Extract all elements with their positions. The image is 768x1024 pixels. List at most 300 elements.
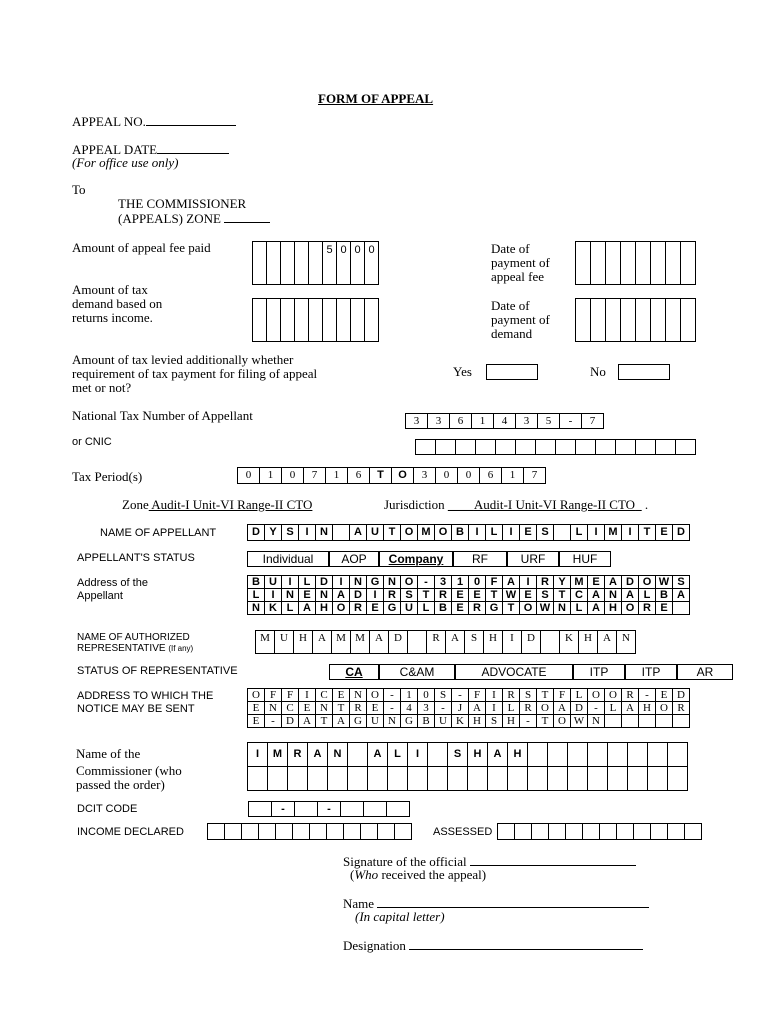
- address-cell[interactable]: T: [418, 589, 435, 602]
- dcit-code-cell[interactable]: [364, 802, 387, 817]
- notice-address-cell[interactable]: R: [350, 702, 367, 715]
- appellant-name-cell[interactable]: E: [520, 525, 537, 541]
- tax-period-cell[interactable]: 6: [348, 468, 370, 484]
- commissioner-name-cell[interactable]: I: [248, 743, 268, 767]
- date-demand-cell[interactable]: [651, 299, 666, 342]
- notice-address-cell[interactable]: E: [299, 702, 316, 715]
- fee-digit-cell[interactable]: [295, 242, 309, 285]
- address-cell[interactable]: N: [248, 602, 265, 615]
- notice-address-cell[interactable]: -: [435, 702, 452, 715]
- date-fee-cell[interactable]: [651, 242, 666, 285]
- appellant-status-option[interactable]: Individual: [247, 551, 329, 567]
- address-cell[interactable]: A: [333, 589, 350, 602]
- address-cell[interactable]: L: [639, 589, 656, 602]
- address-cell[interactable]: A: [299, 602, 316, 615]
- date-fee-cell[interactable]: [591, 242, 606, 285]
- notice-address-cell[interactable]: R: [622, 689, 639, 702]
- date-fee-cell[interactable]: [666, 242, 681, 285]
- address-cell[interactable]: 0: [469, 576, 486, 589]
- address-cell[interactable]: L: [571, 602, 588, 615]
- notice-address-cell[interactable]: A: [469, 702, 486, 715]
- assessed-cell[interactable]: [515, 824, 532, 840]
- commissioner-name-grid[interactable]: [247, 742, 688, 791]
- address-cell[interactable]: G: [486, 602, 503, 615]
- fee-digit-cell[interactable]: [267, 242, 281, 285]
- address-cell[interactable]: N: [554, 602, 571, 615]
- tax-demand-cell[interactable]: [365, 299, 379, 342]
- commissioner-name-cell[interactable]: [448, 767, 468, 791]
- notice-address-cell[interactable]: 3: [418, 702, 435, 715]
- notice-address-cell[interactable]: O: [367, 689, 384, 702]
- notice-address-cell[interactable]: 1: [401, 689, 418, 702]
- commissioner-name-cell[interactable]: H: [508, 743, 528, 767]
- assessed-cell[interactable]: [668, 824, 685, 840]
- address-cell[interactable]: E: [656, 602, 673, 615]
- income-declared-cell[interactable]: [395, 824, 412, 840]
- address-cell[interactable]: A: [588, 602, 605, 615]
- commissioner-name-cell[interactable]: A: [308, 743, 328, 767]
- notice-address-cell[interactable]: D: [571, 702, 588, 715]
- commissioner-name-cell[interactable]: [568, 743, 588, 767]
- notice-address-cell[interactable]: C: [282, 702, 299, 715]
- commissioner-name-cell[interactable]: [568, 767, 588, 791]
- appellant-name-cell[interactable]: D: [673, 525, 690, 541]
- tax-period-grid[interactable]: [237, 467, 546, 484]
- notice-address-cell[interactable]: R: [503, 689, 520, 702]
- tax-demand-cell[interactable]: [309, 299, 323, 342]
- address-cell[interactable]: T: [503, 602, 520, 615]
- assessed-cell[interactable]: [685, 824, 702, 840]
- notice-address-cell[interactable]: O: [588, 689, 605, 702]
- tax-demand-grid[interactable]: [252, 298, 379, 342]
- tax-demand-cell[interactable]: [267, 299, 281, 342]
- notice-address-cell[interactable]: H: [469, 715, 486, 728]
- appellant-name-cell[interactable]: T: [639, 525, 656, 541]
- notice-address-cell[interactable]: O: [554, 715, 571, 728]
- notice-address-cell[interactable]: [622, 715, 639, 728]
- commissioner-name-cell[interactable]: [288, 767, 308, 791]
- tax-demand-cell[interactable]: [351, 299, 365, 342]
- cnic-digit-cell[interactable]: [656, 440, 676, 455]
- cnic-digit-cell[interactable]: [596, 440, 616, 455]
- fee-digit-cell[interactable]: [253, 242, 267, 285]
- address-cell[interactable]: A: [588, 589, 605, 602]
- notice-address-cell[interactable]: A: [622, 702, 639, 715]
- notice-address-cell[interactable]: S: [486, 715, 503, 728]
- appellant-name-cell[interactable]: L: [571, 525, 588, 541]
- appellant-name-cell[interactable]: O: [435, 525, 452, 541]
- address-cell[interactable]: 1: [452, 576, 469, 589]
- rep-name-cell[interactable]: H: [484, 631, 503, 654]
- appellant-status-option[interactable]: Company: [379, 551, 453, 567]
- address-cell[interactable]: A: [673, 589, 690, 602]
- tax-demand-cell[interactable]: [337, 299, 351, 342]
- notice-address-cell[interactable]: -: [520, 715, 537, 728]
- appellant-name-cell[interactable]: I: [588, 525, 605, 541]
- notice-address-cell[interactable]: -: [384, 702, 401, 715]
- notice-address-cell[interactable]: C: [316, 689, 333, 702]
- address-cell[interactable]: T: [486, 589, 503, 602]
- notice-address-cell[interactable]: 4: [401, 702, 418, 715]
- cnic-digit-cell[interactable]: [636, 440, 656, 455]
- notice-address-cell[interactable]: R: [673, 702, 690, 715]
- date-demand-cell[interactable]: [636, 299, 651, 342]
- commissioner-name-cell[interactable]: [508, 767, 528, 791]
- commissioner-name-cell[interactable]: N: [328, 743, 348, 767]
- commissioner-name-cell[interactable]: [468, 767, 488, 791]
- commissioner-name-cell[interactable]: I: [408, 743, 428, 767]
- cnic-digit-cell[interactable]: [516, 440, 536, 455]
- address-cell[interactable]: O: [333, 602, 350, 615]
- rep-name-cell[interactable]: [408, 631, 427, 654]
- notice-address-cell[interactable]: U: [367, 715, 384, 728]
- commissioner-name-cell[interactable]: [308, 767, 328, 791]
- tax-period-cell[interactable]: T: [370, 468, 392, 484]
- address-cell[interactable]: R: [350, 602, 367, 615]
- appellant-name-cell[interactable]: S: [537, 525, 554, 541]
- commissioner-name-cell[interactable]: [528, 767, 548, 791]
- cnic-digit-cell[interactable]: [576, 440, 596, 455]
- notice-address-cell[interactable]: -: [265, 715, 282, 728]
- address-cell[interactable]: B: [248, 576, 265, 589]
- address-cell[interactable]: W: [656, 576, 673, 589]
- ntn-digit-cell[interactable]: -: [560, 414, 582, 429]
- address-cell[interactable]: R: [435, 589, 452, 602]
- dcit-code-cell[interactable]: [295, 802, 318, 817]
- commissioner-name-cell[interactable]: [548, 767, 568, 791]
- tax-period-cell[interactable]: 3: [414, 468, 436, 484]
- appeal-no-field[interactable]: [146, 114, 236, 126]
- assessed-cell[interactable]: [600, 824, 617, 840]
- ntn-digit-cell[interactable]: 1: [472, 414, 494, 429]
- address-cell[interactable]: N: [350, 576, 367, 589]
- ntn-digit-cell[interactable]: 4: [494, 414, 516, 429]
- address-cell[interactable]: R: [537, 576, 554, 589]
- commissioner-name-cell[interactable]: H: [468, 743, 488, 767]
- ntn-digit-cell[interactable]: 3: [428, 414, 450, 429]
- notice-address-cell[interactable]: -: [452, 689, 469, 702]
- address-cell[interactable]: R: [384, 589, 401, 602]
- commissioner-name-cell[interactable]: [608, 743, 628, 767]
- address-cell[interactable]: U: [265, 576, 282, 589]
- address-cell[interactable]: K: [265, 602, 282, 615]
- dcit-code-cell[interactable]: -: [318, 802, 341, 817]
- address-cell[interactable]: E: [299, 589, 316, 602]
- cnic-digit-cell[interactable]: [456, 440, 476, 455]
- address-cell[interactable]: I: [333, 576, 350, 589]
- notice-address-cell[interactable]: I: [299, 689, 316, 702]
- date-fee-cell[interactable]: [681, 242, 696, 285]
- cnic-digit-cell[interactable]: [476, 440, 496, 455]
- tax-period-cell[interactable]: 0: [458, 468, 480, 484]
- notice-address-cell[interactable]: A: [554, 702, 571, 715]
- appellant-name-cell[interactable]: M: [418, 525, 435, 541]
- appellant-name-cell[interactable]: [333, 525, 350, 541]
- notice-address-cell[interactable]: A: [299, 715, 316, 728]
- notice-address-cell[interactable]: N: [384, 715, 401, 728]
- rep-name-cell[interactable]: H: [294, 631, 313, 654]
- rep-name-cell[interactable]: D: [522, 631, 541, 654]
- address-cell[interactable]: O: [401, 576, 418, 589]
- rep-status-option[interactable]: ITP: [625, 664, 677, 680]
- address-cell[interactable]: L: [299, 576, 316, 589]
- commissioner-name-cell[interactable]: R: [288, 743, 308, 767]
- notice-address-cell[interactable]: H: [503, 715, 520, 728]
- appellant-name-cell[interactable]: [554, 525, 571, 541]
- appellant-name-cell[interactable]: E: [656, 525, 673, 541]
- assessed-cell[interactable]: [651, 824, 668, 840]
- rep-name-cell[interactable]: S: [465, 631, 484, 654]
- tax-period-cell[interactable]: 7: [304, 468, 326, 484]
- appellant-name-cell[interactable]: M: [605, 525, 622, 541]
- dcit-grid[interactable]: [248, 801, 410, 817]
- notice-address-cell[interactable]: E: [656, 689, 673, 702]
- address-cell[interactable]: G: [384, 602, 401, 615]
- commissioner-name-cell[interactable]: [428, 743, 448, 767]
- assessed-cell[interactable]: [532, 824, 549, 840]
- income-declared-cell[interactable]: [327, 824, 344, 840]
- address-cell[interactable]: W: [537, 602, 554, 615]
- appellant-name-cell[interactable]: U: [367, 525, 384, 541]
- address-cell[interactable]: E: [452, 602, 469, 615]
- income-declared-cell[interactable]: [259, 824, 276, 840]
- fee-digit-cell[interactable]: [281, 242, 295, 285]
- commissioner-name-cell[interactable]: A: [368, 743, 388, 767]
- designation-field[interactable]: [409, 938, 643, 950]
- notice-address-cell[interactable]: I: [486, 689, 503, 702]
- address-cell[interactable]: 3: [435, 576, 452, 589]
- date-demand-cell[interactable]: [576, 299, 591, 342]
- ntn-digit-cell[interactable]: 7: [582, 414, 604, 429]
- notice-address-grid[interactable]: [247, 688, 690, 728]
- income-declared-cell[interactable]: [208, 824, 225, 840]
- rep-name-cell[interactable]: A: [313, 631, 332, 654]
- notice-address-cell[interactable]: T: [537, 715, 554, 728]
- notice-address-cell[interactable]: N: [588, 715, 605, 728]
- commissioner-name-cell[interactable]: [248, 767, 268, 791]
- appellant-status-option[interactable]: URF: [507, 551, 559, 567]
- commissioner-name-cell[interactable]: [588, 767, 608, 791]
- rep-name-cell[interactable]: I: [503, 631, 522, 654]
- assessed-cell[interactable]: [634, 824, 651, 840]
- assessed-cell[interactable]: [549, 824, 566, 840]
- rep-status-option[interactable]: ADVOCATE: [455, 664, 573, 680]
- appellant-name-cell[interactable]: I: [299, 525, 316, 541]
- appellant-name-cell[interactable]: O: [401, 525, 418, 541]
- address-cell[interactable]: R: [469, 602, 486, 615]
- rep-name-cell[interactable]: N: [617, 631, 636, 654]
- address-cell[interactable]: F: [486, 576, 503, 589]
- rep-name-cell[interactable]: M: [351, 631, 370, 654]
- notice-address-cell[interactable]: L: [571, 689, 588, 702]
- notice-address-cell[interactable]: S: [435, 689, 452, 702]
- address-cell[interactable]: A: [503, 576, 520, 589]
- notice-address-cell[interactable]: -: [639, 689, 656, 702]
- tax-demand-cell[interactable]: [253, 299, 267, 342]
- tax-period-cell[interactable]: 7: [524, 468, 546, 484]
- address-cell[interactable]: S: [673, 576, 690, 589]
- commissioner-name-cell[interactable]: [348, 767, 368, 791]
- notice-address-cell[interactable]: R: [520, 702, 537, 715]
- address-cell[interactable]: N: [316, 589, 333, 602]
- address-cell[interactable]: C: [571, 589, 588, 602]
- rep-name-cell[interactable]: A: [598, 631, 617, 654]
- tax-period-cell[interactable]: 0: [282, 468, 304, 484]
- fee-digit-cell[interactable]: 0: [337, 242, 351, 285]
- assessed-grid[interactable]: [497, 823, 702, 840]
- commissioner-name-cell[interactable]: [428, 767, 448, 791]
- commissioner-name-cell[interactable]: [328, 767, 348, 791]
- notice-address-cell[interactable]: O: [605, 689, 622, 702]
- address-cell[interactable]: E: [452, 589, 469, 602]
- address-cell[interactable]: T: [554, 589, 571, 602]
- zone-field[interactable]: [224, 211, 270, 223]
- fee-paid-grid[interactable]: [252, 241, 379, 285]
- notice-address-cell[interactable]: O: [248, 689, 265, 702]
- assessed-cell[interactable]: [566, 824, 583, 840]
- date-demand-cell[interactable]: [666, 299, 681, 342]
- fee-digit-cell[interactable]: 0: [365, 242, 379, 285]
- rep-name-cell[interactable]: H: [579, 631, 598, 654]
- notice-address-cell[interactable]: B: [418, 715, 435, 728]
- rep-status-option[interactable]: ITP: [573, 664, 625, 680]
- address-cell[interactable]: L: [418, 602, 435, 615]
- appellant-name-cell[interactable]: S: [282, 525, 299, 541]
- appellant-name-cell[interactable]: A: [350, 525, 367, 541]
- notice-address-cell[interactable]: S: [520, 689, 537, 702]
- address-cell[interactable]: R: [639, 602, 656, 615]
- appellant-name-cell[interactable]: I: [469, 525, 486, 541]
- address-cell[interactable]: U: [401, 602, 418, 615]
- notice-address-cell[interactable]: N: [316, 702, 333, 715]
- appellant-name-cell[interactable]: N: [316, 525, 333, 541]
- address-cell[interactable]: G: [367, 576, 384, 589]
- notice-address-cell[interactable]: J: [452, 702, 469, 715]
- address-cell[interactable]: A: [605, 576, 622, 589]
- commissioner-name-cell[interactable]: [488, 767, 508, 791]
- signature-field[interactable]: [470, 854, 636, 866]
- appellant-status-option[interactable]: RF: [453, 551, 507, 567]
- rep-name-cell[interactable]: U: [275, 631, 294, 654]
- address-grid[interactable]: [247, 575, 690, 615]
- rep-name-cell[interactable]: R: [427, 631, 446, 654]
- appellant-status-option[interactable]: HUF: [559, 551, 611, 567]
- rep-name-cell[interactable]: D: [389, 631, 408, 654]
- notice-address-cell[interactable]: D: [673, 689, 690, 702]
- income-declared-cell[interactable]: [310, 824, 327, 840]
- address-cell[interactable]: N: [605, 589, 622, 602]
- rep-name-cell[interactable]: A: [446, 631, 465, 654]
- address-cell[interactable]: O: [639, 576, 656, 589]
- commissioner-name-cell[interactable]: [548, 743, 568, 767]
- fee-digit-cell[interactable]: 5: [323, 242, 337, 285]
- address-cell[interactable]: L: [248, 589, 265, 602]
- rep-name-cell[interactable]: [541, 631, 560, 654]
- address-cell[interactable]: D: [622, 576, 639, 589]
- address-cell[interactable]: I: [520, 576, 537, 589]
- ntn-digit-cell[interactable]: 6: [450, 414, 472, 429]
- address-cell[interactable]: S: [537, 589, 554, 602]
- commissioner-name-cell[interactable]: [628, 767, 648, 791]
- address-cell[interactable]: B: [435, 602, 452, 615]
- yes-box[interactable]: [486, 364, 538, 380]
- dcit-code-cell[interactable]: -: [272, 802, 295, 817]
- commissioner-name-cell[interactable]: S: [448, 743, 468, 767]
- appeal-date-field[interactable]: [157, 142, 229, 154]
- address-cell[interactable]: H: [605, 602, 622, 615]
- address-cell[interactable]: H: [316, 602, 333, 615]
- address-cell[interactable]: O: [622, 602, 639, 615]
- appellant-name-cell[interactable]: Y: [265, 525, 282, 541]
- assessed-cell[interactable]: [617, 824, 634, 840]
- dcit-code-cell[interactable]: [387, 802, 410, 817]
- date-fee-cell[interactable]: [621, 242, 636, 285]
- assessed-cell[interactable]: [498, 824, 515, 840]
- address-cell[interactable]: N: [282, 589, 299, 602]
- ntn-digit-cell[interactable]: 5: [538, 414, 560, 429]
- cnic-digit-cell[interactable]: [616, 440, 636, 455]
- appellant-name-cell[interactable]: D: [248, 525, 265, 541]
- notice-address-cell[interactable]: E: [367, 702, 384, 715]
- tax-period-cell[interactable]: 0: [436, 468, 458, 484]
- tax-period-cell[interactable]: O: [392, 468, 414, 484]
- date-demand-cell[interactable]: [621, 299, 636, 342]
- notice-address-cell[interactable]: N: [350, 689, 367, 702]
- commissioner-name-cell[interactable]: [388, 767, 408, 791]
- notice-address-cell[interactable]: [656, 715, 673, 728]
- notice-address-cell[interactable]: H: [639, 702, 656, 715]
- cnic-digit-cell[interactable]: [676, 440, 696, 455]
- fee-digit-cell[interactable]: 0: [351, 242, 365, 285]
- address-cell[interactable]: N: [384, 576, 401, 589]
- commissioner-name-cell[interactable]: [408, 767, 428, 791]
- notice-address-cell[interactable]: -: [384, 689, 401, 702]
- address-cell[interactable]: B: [656, 589, 673, 602]
- address-cell[interactable]: E: [520, 589, 537, 602]
- address-cell[interactable]: L: [282, 602, 299, 615]
- notice-address-cell[interactable]: F: [265, 689, 282, 702]
- date-demand-grid[interactable]: [575, 298, 696, 342]
- dcit-code-cell[interactable]: [341, 802, 364, 817]
- notice-address-cell[interactable]: W: [571, 715, 588, 728]
- notice-address-cell[interactable]: F: [469, 689, 486, 702]
- address-cell[interactable]: E: [367, 602, 384, 615]
- address-cell[interactable]: I: [282, 576, 299, 589]
- date-demand-cell[interactable]: [591, 299, 606, 342]
- notice-address-cell[interactable]: I: [486, 702, 503, 715]
- tax-demand-cell[interactable]: [295, 299, 309, 342]
- notice-address-cell[interactable]: A: [333, 715, 350, 728]
- address-cell[interactable]: D: [350, 589, 367, 602]
- address-cell[interactable]: M: [571, 576, 588, 589]
- address-cell[interactable]: -: [418, 576, 435, 589]
- notice-address-cell[interactable]: [639, 715, 656, 728]
- appellant-name-cell[interactable]: B: [452, 525, 469, 541]
- commissioner-name-cell[interactable]: [368, 767, 388, 791]
- income-declared-cell[interactable]: [361, 824, 378, 840]
- rep-status-option[interactable]: CA: [329, 664, 379, 680]
- address-cell[interactable]: E: [469, 589, 486, 602]
- notice-address-cell[interactable]: 0: [418, 689, 435, 702]
- address-cell[interactable]: A: [622, 589, 639, 602]
- date-fee-cell[interactable]: [636, 242, 651, 285]
- income-declared-cell[interactable]: [344, 824, 361, 840]
- notice-address-cell[interactable]: T: [316, 715, 333, 728]
- appellant-name-cell[interactable]: I: [622, 525, 639, 541]
- appellant-name-cell[interactable]: L: [486, 525, 503, 541]
- fee-digit-cell[interactable]: [309, 242, 323, 285]
- tax-period-cell[interactable]: 1: [502, 468, 524, 484]
